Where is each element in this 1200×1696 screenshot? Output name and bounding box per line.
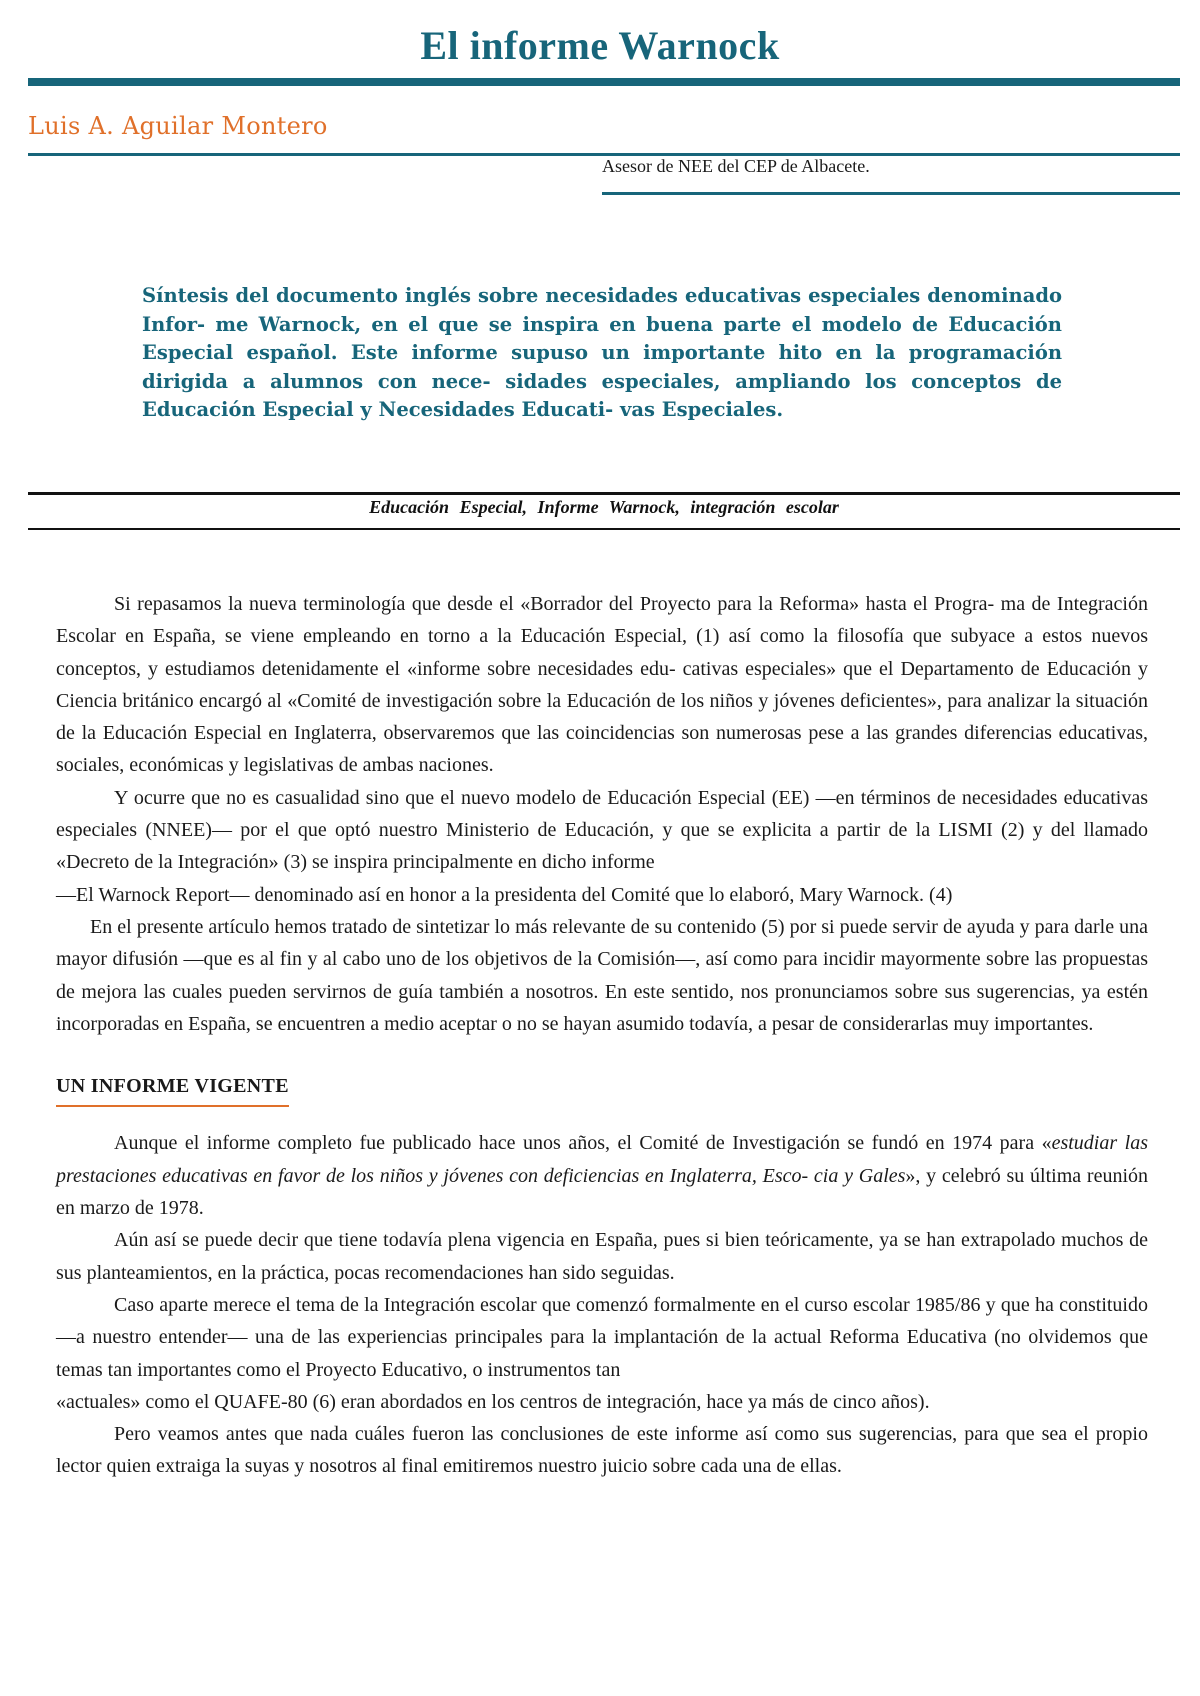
body-paragraph: Pero veamos antes que nada cuáles fueron las conclusiones de este informe así como sus sugerencias, para que sea el propio lector quien extraiga la suyas y nosotros al final emitiremos nuestro juicio sobre cada una de ellas.	[56, 1423, 1148, 1478]
author-affiliation: Asesor de NEE del CEP de Albacete.	[602, 156, 870, 176]
body-paragraph	[56, 1127, 1148, 1224]
body-paragraph: Caso aparte merece el tema de la Integración escolar que comenzó formalmente en el curso escolar 1985/86 y que ha constituido —a nuestro entender— una de las experiencias principales para la implantación de la actual Reforma Educativa (no olvidemos que temas tan importantes como el Proyecto Educativo, o instrumentos tan	[56, 1293, 1148, 1381]
title-rule	[28, 78, 1180, 86]
keywords-top-rule	[28, 492, 1180, 495]
quoted-italic-text: estudiar las prestaciones educativas en favor de los niños y jóvenes con deficiencias en Inglaterra, Esco- cia y Gales	[56, 1132, 1148, 1187]
keywords-bottom-rule	[28, 528, 1180, 530]
body-paragraph: Y ocurre que no es casualidad sino que el nuevo modelo de Educación Especial (EE) —en términos de necesidades educativas especiales (NNEE)— por el que optó nuestro Ministerio de Educación, y que se explicita a partir de la LISMI (2) y del llamado «Decreto de la Integración» (3) se inspira principalmente en dicho informe	[56, 786, 1148, 874]
paragraph-text: », y celebró su última reunión en marzo de 1978.	[56, 1164, 1149, 1220]
article-title: El informe Warnock	[420, 23, 780, 68]
abstract: Síntesis del documento inglés sobre necesidades educativas especiales denominado Infor- me Warnock, en el que se inspira en buena parte el modelo de Educación Especial español. Este informe supuso un importante hito en la programación dirigida a alumnos con nece- sidades especiales, ampliando los conceptos de Educación Especial y Necesidades Educati- vas Especiales.	[142, 284, 1062, 421]
body-paragraph: Si repasamos la nueva terminología que desde el «Borrador del Proyecto para la Reforma» hasta el Progra- ma de Integración Escolar en España, se viene empleando en torno a la Educación Especial, (1) así como la filosofía que subyace a estos nuevos conceptos, y estudiamos detenidamente el «informe sobre necesidades edu- cativas especiales» que el Departamento de Educación y Ciencia británico encargó al «Comité de investigación sobre la Educación de los niños y jóvenes deficientes», para analizar la situación de la Educación Especial en Inglaterra, observaremos que las coincidencias son numerosas pese a las grandes diferencias educativas, sociales, económicas y legislativas de ambas naciones.	[56, 593, 1148, 777]
body-paragraph: —El Warnock Report— denominado así en honor a la presidenta del Comité que lo elaboró, Mary Warnock. (4)	[56, 883, 953, 906]
article-body	[56, 588, 1148, 1483]
section-heading: UN INFORME VIGENTE	[56, 1070, 289, 1107]
paragraph-text: Aunque el informe completo fue publicado hace unos años, el Comité de Investigación se fundó en 1974 para «	[114, 1132, 1052, 1155]
keywords: Educación Especial, Informe Warnock, integración escolar	[369, 497, 839, 517]
affiliation-rule	[602, 192, 1180, 195]
body-paragraph: Aún así se puede decir que tiene todavía plena vigencia en España, pues si bien teóricamente, ya se han extrapolado muchos de sus planteamientos, en la práctica, pocas recomendaciones han sido seguidas.	[56, 1229, 1148, 1284]
body-paragraph: En el presente artículo hemos tratado de sintetizar lo más relevante de su contenido (5) por si puede servir de ayuda y para darle una mayor difusión —que es al fin y al cabo uno de los objetivos de la Comisión—, así como para incidir mayormente sobre las propuestas de mejora las cuales pueden servirnos de guía también a nosotros. En este sentido, nos pronunciamos sobre sus sugerencias, ya estén incorporadas en España, se encuentren a medio aceptar o no se hayan asumido todavía, a pesar de considerarlas muy importantes.	[56, 915, 1148, 1035]
author-name: Luis A. Aguilar Montero	[28, 112, 328, 140]
body-paragraph: «actuales» como el QUAFE-80 (6) eran abordados en los centros de integración, hace ya más de cinco años).	[56, 1390, 930, 1413]
